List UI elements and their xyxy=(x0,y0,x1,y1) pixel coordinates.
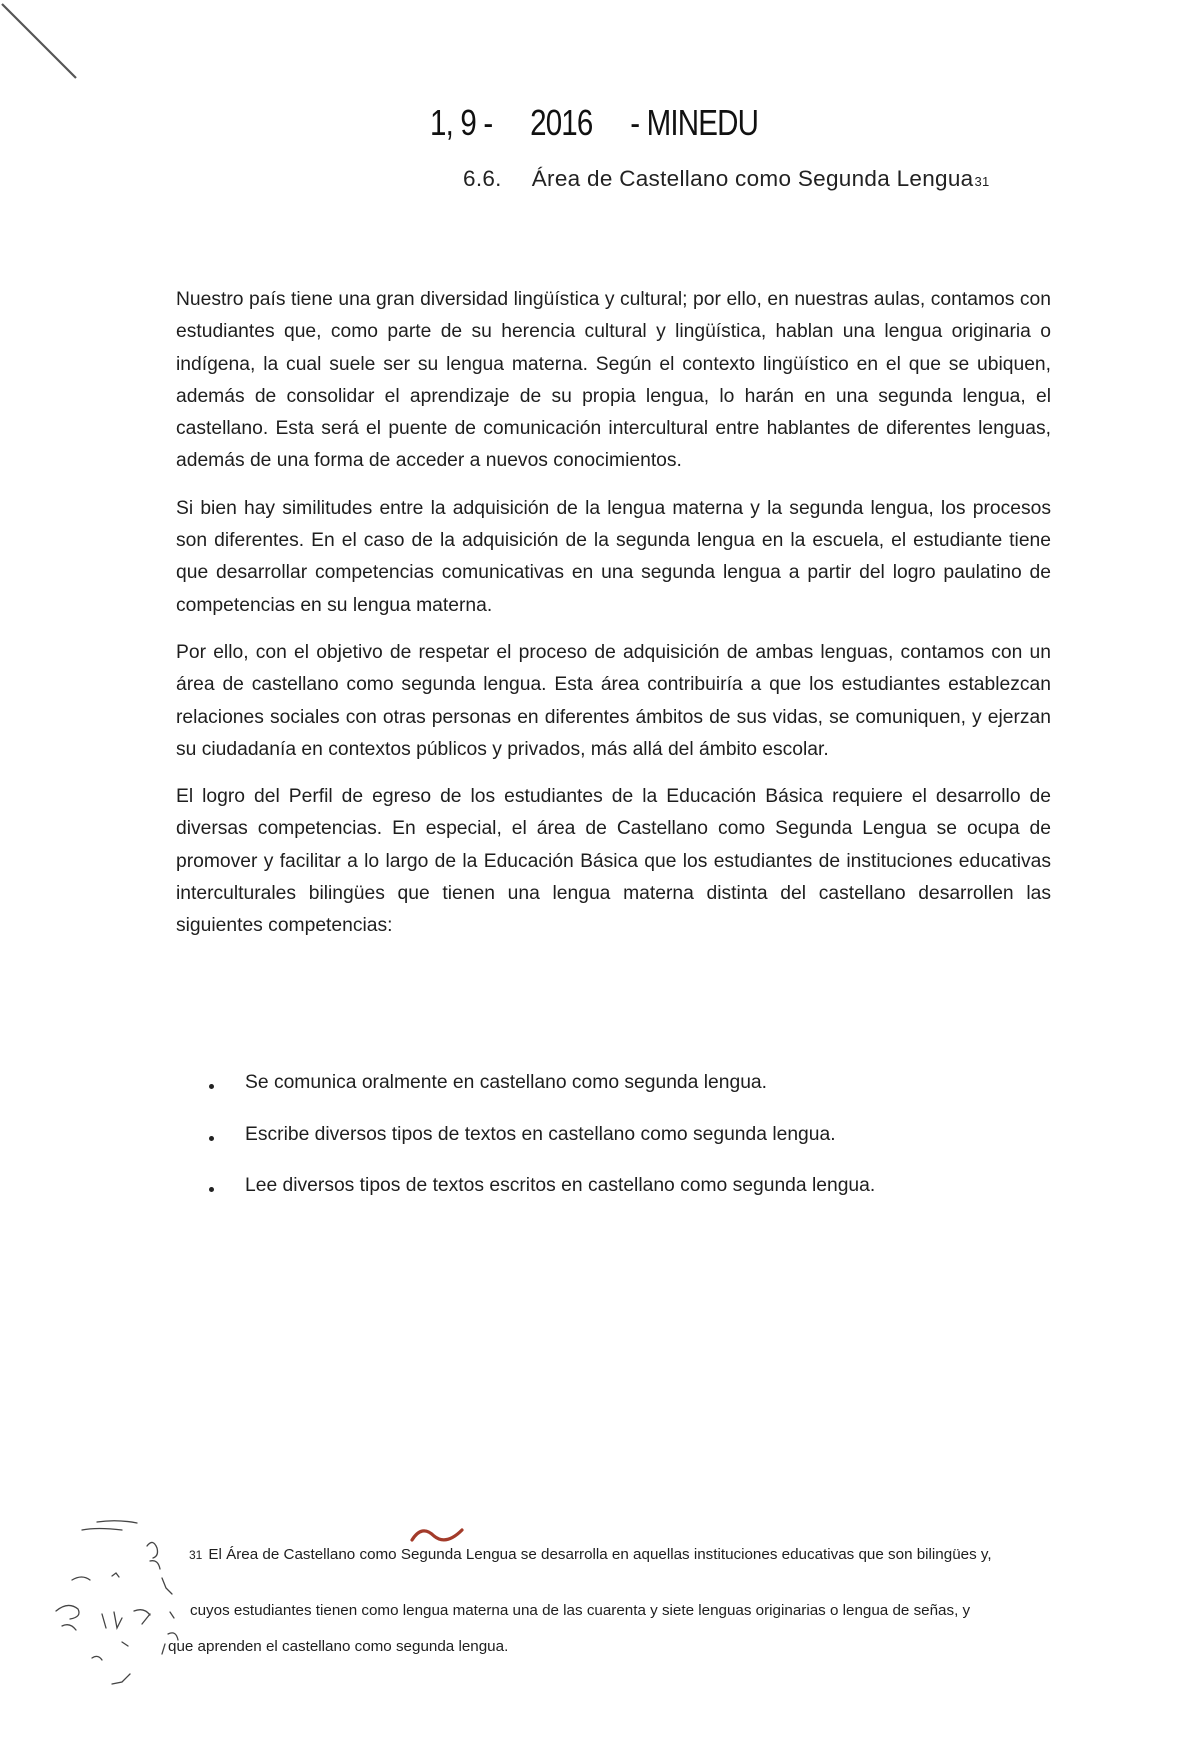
competency-item: Lee diversos tipos de textos escritos en castellano como segunda lengua. xyxy=(205,1175,875,1227)
bullet-icon xyxy=(209,1084,214,1089)
competency-item: Escribe diversos tipos de textos en castellano como segunda lengua. xyxy=(205,1124,875,1176)
section-heading xyxy=(463,166,990,192)
bullet-icon xyxy=(209,1187,214,1192)
body-text xyxy=(176,284,1051,958)
bullet-icon xyxy=(209,1136,214,1141)
section-title: Área de Castellano como Segunda Lengua xyxy=(531,166,974,191)
footnote-line-2: cuyos estudiantes tienen como lengua materna una de las cuarenta y siete lenguas originarias o lengua de señas, y xyxy=(190,1602,971,1619)
footnote-reference: 31 xyxy=(974,174,990,189)
paragraph-intro: Nuestro país tiene una gran diversidad lingüística y cultural; por ello, en nuestras aulas, contamos con estudiantes que, como parte de su herencia cultural y lingüística, hablan una lengua originaria o indígena, la cual suele ser su lengua materna. Según el contexto lingüístico en el que se ubiquen, además de consolidar el aprendizaje de su propia lengua, lo harán en una segunda lengua, el castellano. Esta será el puente de comunicación intercultural entre hablantes de diferentes lenguas, además de una forma de acceder a nuevos conocimientos. xyxy=(176,289,1051,472)
institution-name: - MINEDU xyxy=(630,102,759,143)
document-year: 2016 xyxy=(530,102,593,143)
footnote-number: 31 xyxy=(189,1548,203,1562)
paragraph-objective: Por ello, con el objetivo de respetar el proceso de adquisición de ambas lenguas, contamos con un área de castellano como segunda lengua. Esta área contribuiría a que los estudiantes establezcan relaciones sociales con otras personas en diferentes ámbitos de sus vidas, se comuniquen, y ejerzan su ciudadanía en contextos públicos y privados, más allá del ámbito escolar. xyxy=(176,641,1051,760)
handwritten-swash-mark xyxy=(408,1524,468,1546)
competencies-list xyxy=(205,1072,875,1227)
competency-item: Se comunica oralmente en castellano como segunda lengua. xyxy=(205,1072,875,1124)
corner-slash-mark xyxy=(0,0,90,90)
document-header xyxy=(430,102,758,144)
footnote-line-1: 31 El Área de Castellano como Segunda Lengua se desarrolla en aquellas instituciones educativas que son bilingües y, xyxy=(189,1546,992,1563)
section-number: 6.6. xyxy=(463,166,502,191)
document-number: 1, 9 - xyxy=(430,102,493,143)
footnote-line-3: que aprenden el castellano como segunda lengua. xyxy=(168,1638,509,1655)
stamp-scribble xyxy=(52,1516,202,1696)
paragraph-acquisition: Si bien hay similitudes entre la adquisición de la lengua materna y la segunda lengua, los procesos son diferentes. En el caso de la adquisición de la segunda lengua en la escuela, el estudiante tiene que desarrollar competencias comunicativas en una segunda lengua a partir del logro paulatino de competencias en su lengua materna. xyxy=(176,497,1051,616)
paragraph-profile: El logro del Perfil de egreso de los estudiantes de la Educación Básica requiere el desarrollo de diversas competencias. En especial, el área de Castellano como Segunda Lengua se ocupa de promover y facilitar a lo largo de la Educación Básica que los estudiantes de instituciones educativas interculturales bilingües que tienen una lengua materna distinta del castellano desarrollen las siguientes competencias: xyxy=(176,786,1051,937)
